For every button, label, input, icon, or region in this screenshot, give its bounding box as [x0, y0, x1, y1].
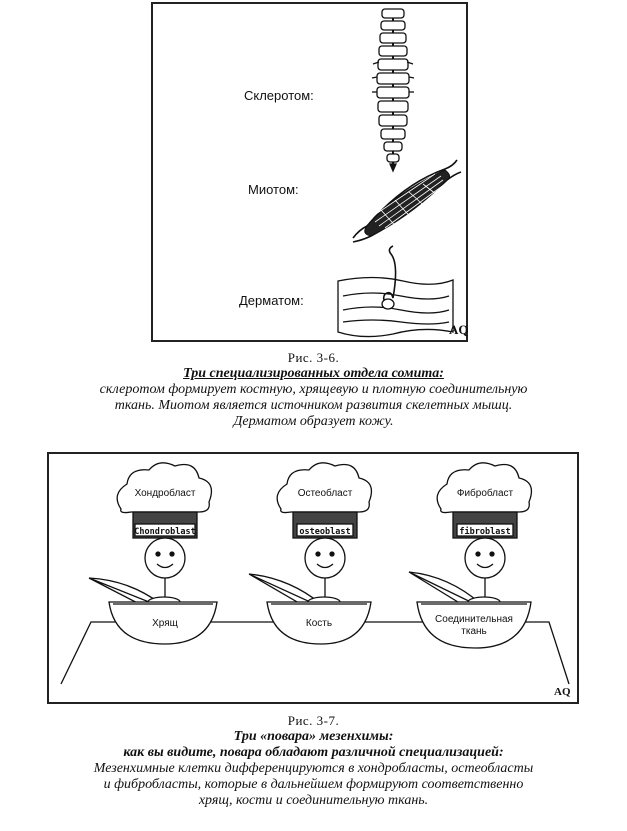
hat-band-label: Chondroblast: [134, 527, 196, 537]
svg-text:osteoblast: [299, 527, 350, 537]
figure-3-7-caption: [0, 713, 627, 809]
figure-number: Рис. 3-7.: [287, 713, 340, 728]
svg-text:Фибробласт: [457, 487, 514, 499]
figure-mesenchyme-chefs: [47, 452, 579, 704]
chef-hat-label: Хондробласт: [134, 488, 196, 499]
somite-illustration: [153, 4, 470, 344]
svg-text:ткань: [461, 626, 486, 637]
chef-face: [465, 538, 505, 578]
chefs-illustration: [49, 454, 581, 706]
myotome-label: Миотом:: [248, 182, 299, 197]
svg-text:Chondroblast: [134, 527, 195, 537]
caption-line: ткань. Миотом является источником развития скелетных мышц.: [114, 398, 513, 413]
figure-somite-divisions: [151, 2, 468, 342]
bowl-label: Кость: [305, 618, 333, 629]
caption-line: хрящ, кости и соединительную ткань.: [198, 793, 429, 808]
caption-title: Три «повара» мезенхимы:: [233, 729, 394, 744]
hat-band-label: osteoblast: [299, 527, 351, 537]
artist-signature: AQ: [554, 686, 571, 698]
svg-text:Соединительная: [435, 614, 513, 625]
svg-text:Хрящ: [152, 618, 178, 629]
caption-line: склеротом формирует костную, хрящевую и плотную соединительную: [99, 382, 528, 397]
svg-text:fibroblast: [459, 526, 510, 537]
chef-hat-label: Остеобласт: [297, 488, 353, 499]
caption-subtitle: как вы видите, повара обладают различной специализацией:: [123, 745, 504, 760]
svg-text:AQ: [554, 686, 571, 698]
caption-line: и фибробласты, которые в дальнейшем формируют соответственно: [103, 777, 524, 792]
dermatome-label: Дерматом:: [239, 293, 304, 308]
skin-drawing: [338, 246, 453, 337]
svg-text:Остеобласт: [298, 487, 353, 499]
chef-face: [305, 538, 345, 578]
caption-line: Дерматом образует кожу.: [233, 414, 394, 429]
chef-hat-label: Фибробласт: [456, 488, 514, 499]
hat-band-label: fibroblast: [459, 527, 511, 537]
svg-text:Хондробласт: [135, 487, 196, 499]
sclerotome-label: Склеротом:: [244, 88, 314, 103]
caption-line: Мезенхимные клетки дифференцируются в хондробласты, остеобласты: [93, 761, 534, 776]
muscle-drawing: [353, 160, 461, 242]
caption-title: Три специализированных отдела сомита:: [183, 366, 444, 381]
spine-drawing: [372, 9, 414, 171]
svg-text:Кость: [306, 618, 332, 629]
mixing-bowl: [417, 602, 531, 648]
bowl-label-line-2: ткань: [461, 626, 487, 637]
figure-3-6-caption: [0, 350, 627, 430]
figure-number: Рис. 3-6.: [287, 350, 340, 365]
chef-face: [145, 538, 185, 578]
bowl-label: Соединительная: [435, 614, 513, 625]
artist-signature: AQ: [449, 322, 469, 337]
bowl-label: Хрящ: [152, 618, 178, 629]
